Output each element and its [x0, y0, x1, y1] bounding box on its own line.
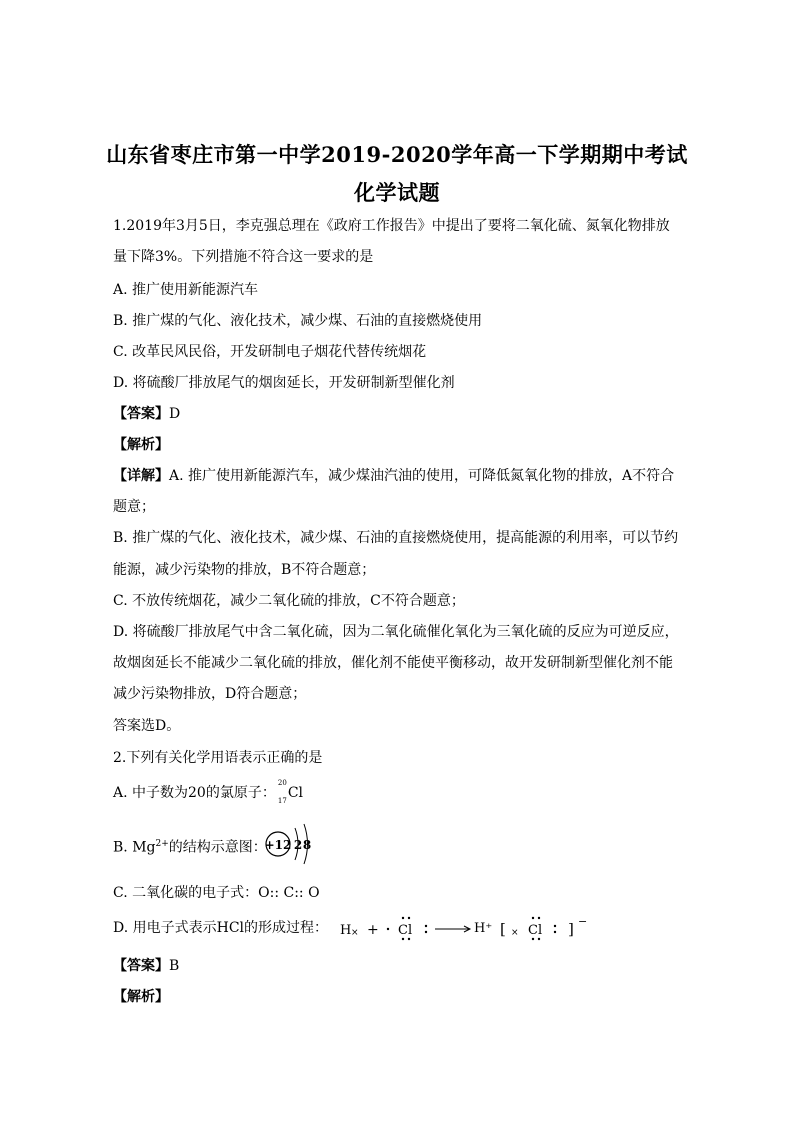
mg-ion-structure-diagram	[262, 818, 322, 870]
q2-stem: 2.下列有关化学用语表示正确的是	[113, 750, 323, 766]
electron-dot	[532, 917, 534, 919]
answer-label: 【答案】	[113, 406, 169, 422]
mass-number: 20	[277, 779, 287, 787]
detail-label: 【详解】	[113, 468, 169, 484]
electron-dot	[538, 917, 540, 919]
answer-value: D	[169, 406, 181, 422]
q1-detail-d-line3: 减少污染物排放，D符合题意；	[113, 686, 307, 702]
electron-dot	[408, 938, 410, 940]
q1-detail-a-line1	[113, 466, 685, 486]
h-ion: H⁺	[474, 921, 493, 936]
electron-dot	[554, 925, 556, 927]
q1-detail-b-line2: 能源，减少污染物的排放，B不符合题意；	[113, 562, 376, 578]
q2-option-c-text: C. 二氧化碳的电子式：	[113, 885, 259, 901]
q1-detail-c: C. 不放传统烟花，减少二氧化硫的排放，C不符合题意；	[113, 593, 465, 609]
document-title-line1: 山东省枣庄市第一中学2019-2020学年高一下学期期中考试	[106, 142, 688, 167]
left-bracket: [	[500, 920, 506, 938]
q2-answer	[113, 956, 685, 976]
q2-analysis-label: 【解析】	[113, 989, 169, 1005]
q2-option-a	[113, 779, 685, 805]
electron-dot	[425, 925, 427, 927]
electron-dot	[425, 931, 427, 933]
hcl-formation-diagram	[336, 912, 598, 944]
electron-dot	[532, 938, 534, 940]
electron-dot	[408, 917, 410, 919]
q2-option-c	[113, 883, 685, 903]
q1-answer	[113, 404, 685, 424]
q1-stem-line2: 量下降3%。下列措施不符合这一要求的是	[113, 249, 374, 265]
q1-conclusion: 答案选D。	[113, 718, 181, 734]
shared-electron: ×	[511, 928, 519, 938]
q1-detail-d-line1: D. 将硫酸厂排放尾气中含二氧化硫，因为二氧化硫催化氧化为三氧化硫的反应为可逆反应，	[113, 624, 679, 640]
shell-1-electrons: 2	[293, 838, 303, 852]
h-electron: ×	[351, 928, 359, 938]
answer-value: B	[169, 958, 180, 974]
q2-option-a-text: A. 中子数为20的氯原子：	[113, 785, 276, 801]
cl-atom: Cl	[398, 923, 413, 938]
q1-option-b: B. 推广煤的气化、液化技术，减少煤、石油的直接燃烧使用	[113, 313, 483, 329]
q2-option-d: D. 用电子式表示HCl的形成过程：	[113, 920, 329, 936]
electron-dot	[538, 938, 540, 940]
nuclide-notation	[276, 779, 288, 805]
q1-option-c: C. 改革民风民俗，开发研制电子烟花代替传统烟花	[113, 344, 427, 360]
q1-option-a: A. 推广使用新能源汽车	[113, 282, 259, 298]
document-title-line2: 化学试题	[354, 180, 440, 205]
right-bracket: ]	[568, 920, 574, 938]
shell-2-electrons: 8	[302, 838, 312, 852]
cl-ion: Cl	[528, 923, 543, 938]
detail-a-text: A. 推广使用新能源汽车，减少煤油汽油的使用，可降低氮氧化物的排放，A不符合	[169, 468, 675, 484]
electron-dot	[402, 917, 404, 919]
element-symbol: Cl	[287, 785, 304, 801]
h-atom: H	[340, 923, 352, 938]
q2-option-b	[113, 834, 685, 858]
minus-charge: −	[578, 915, 588, 928]
plus-sign: +	[367, 922, 379, 938]
q1-analysis-label: 【解析】	[113, 437, 169, 453]
q1-option-d: D. 将硫酸厂排放尾气的烟囱延长，开发研制新型催化剂	[113, 375, 455, 391]
electron-dot	[402, 938, 404, 940]
electron-dot	[554, 931, 556, 933]
electron-dot	[387, 928, 389, 930]
answer-label: 【答案】	[113, 958, 169, 974]
q1-stem-line1: 1.2019年3月5日，李克强总理在《政府工作报告》中提出了要将二氧化硫、氮氧化物排放	[113, 218, 670, 234]
atomic-number: 17	[277, 797, 287, 805]
q2-option-b-text: 的结构示意图：	[168, 839, 267, 856]
q2-option-b-charge: 2+	[155, 839, 169, 849]
co2-electron-formula: O:: C:: O	[258, 885, 320, 901]
q1-detail-a-line2: 题意；	[113, 499, 155, 515]
q1-detail-d-line2: 故烟囱延长不能减少二氧化硫的排放，催化剂不能使平衡移动，故开发研制新型催化剂不能	[113, 655, 673, 671]
q1-detail-b-line1: B. 推广煤的气化、液化技术，减少煤、石油的直接燃烧使用，提高能源的利用率，可以节约	[113, 530, 679, 546]
nucleus-charge: +12	[264, 838, 292, 852]
q2-option-b-prefix: B. Mg	[113, 839, 156, 856]
